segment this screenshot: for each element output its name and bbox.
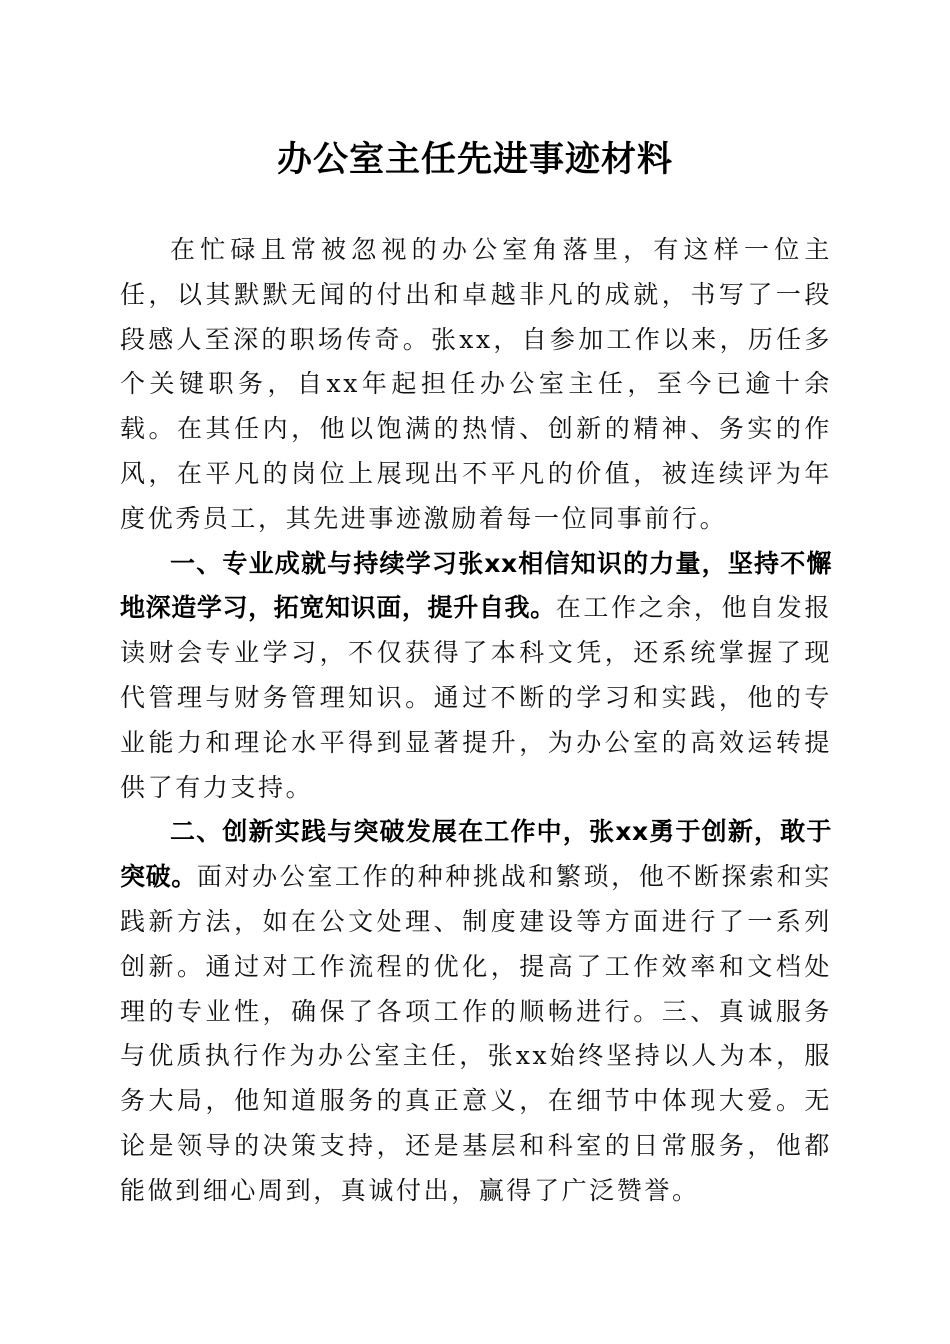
intro-paragraph: 在忙碌且常被忽视的办公室角落里，有这样一位主任，以其默默无闻的付出和卓越非凡的成就，书写了一段段感人至深的职场传奇。张xx，自参加工作以来，历任多个关键职务，自xx年起担任办公室主任，至今已逾十余载。在其任内，他以饱满的热情、创新的精神、务实的作风，在平凡的岗位上展现出不平凡的价值，被连续评为年度优秀员工，其先进事迹激励着每一位同事前行。 — [120, 235, 832, 533]
document-title: 办公室主任先进事迹材料 — [276, 139, 673, 180]
section-2-body: 面对办公室工作的种种挑战和繁琐，他不断探索和实践新方法，如在公文处理、制度建设等方面进行了一系列创新。通过对工作流程的优化，提高了工作效率和文档处理的专业性，确保了各项工作的顺畅进行。三、真诚服务与优质执行作为办公室主任，张xx始终坚持以人为本，服务大局，他知道服务的真正意义，在细节中体现大爱。无论是领导的决策支持，还是基层和科室的日常服务，他都能做到细心周到，真诚付出，赢得了广泛赞誉。 — [120, 862, 832, 1205]
section-1-paragraph — [120, 542, 832, 811]
section-2-paragraph — [120, 810, 832, 1213]
section-1-lead: 一、专业成就与持续学习张xx相信知识的力量，坚持不懈地深造学习，拓宽知识面，提升自我。 — [120, 548, 832, 623]
section-1-body: 在工作之余，他自发报读财会专业学习，不仅获得了本科文凭，还系统掌握了现代管理与财务管理知识。通过不断的学习和实践，他的专业能力和理论水平得到显著提升，为办公室的高效运转提供了有力支持。 — [120, 593, 832, 802]
section-2-lead: 二、创新实践与突破发展在工作中，张xx勇于创新，敢于突破。 — [120, 817, 832, 892]
document-body — [120, 228, 832, 1214]
